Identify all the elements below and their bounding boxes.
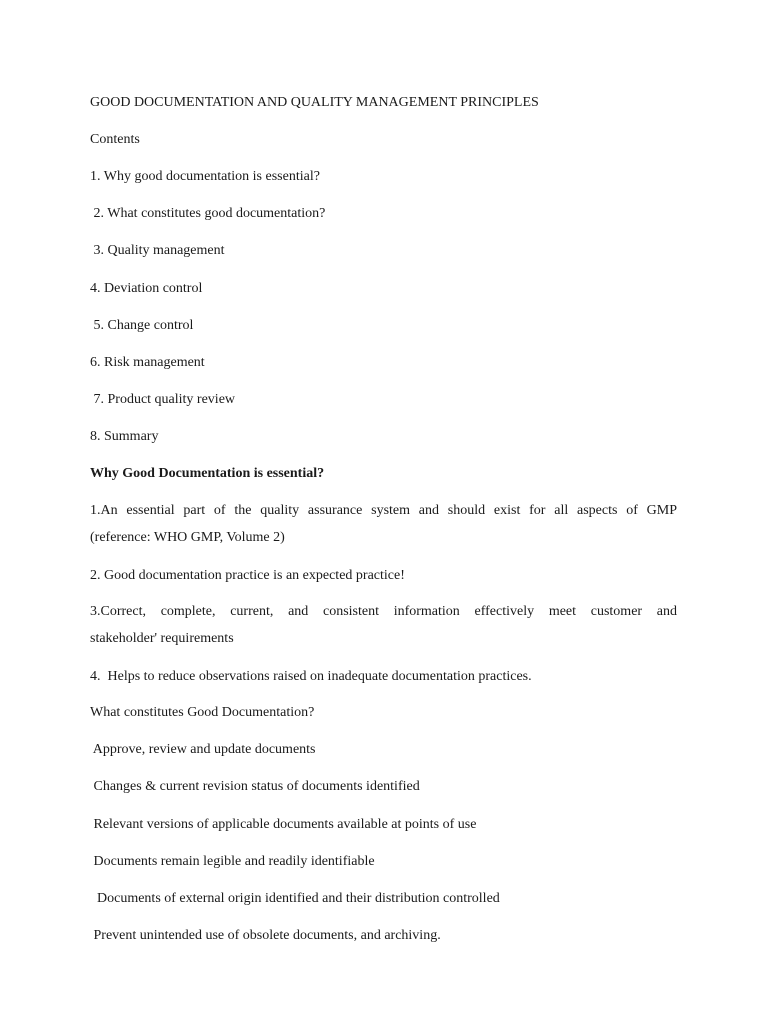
paragraph-line: stakeholder' requirements [90,631,234,646]
paragraph-line: (reference: WHO GMP, Volume 2) [90,530,285,545]
contents-item: 8. Summary [90,429,159,444]
list-item: Documents remain legible and readily identifiable [90,854,375,869]
list-item: Documents of external origin identified and their distribution controlled [90,891,500,906]
paragraph-line: 3.Correct, complete, current, and consistent information effectively meet customer and [90,604,677,619]
contents-item: 6. Risk management [90,355,205,370]
contents-item: 5. Change control [90,318,194,333]
list-item: Changes & current revision status of documents identified [90,779,420,794]
contents-item: 3. Quality management [90,243,225,258]
document-title: GOOD DOCUMENTATION AND QUALITY MANAGEMENT PRINCIPLES [90,95,539,110]
list-item: Relevant versions of applicable documents available at points of use [90,817,477,832]
paragraph-line: 2. Good documentation practice is an expected practice! [90,568,405,583]
contents-item: 4. Deviation control [90,281,203,296]
contents-item: 7. Product quality review [90,392,236,407]
section-heading: Why Good Documentation is essential? [90,466,325,481]
paragraph-line: 4. Helps to reduce observations raised on inadequate documentation practices. [90,669,532,684]
contents-item: 2. What constitutes good documentation? [90,206,326,221]
list-item: Prevent unintended use of obsolete documents, and archiving. [90,928,441,943]
contents-item: 1. Why good documentation is essential? [90,169,320,184]
paragraph-line: 1.An essential part of the quality assurance system and should exist for all aspects of GMP [90,503,677,518]
section-heading: What constitutes Good Documentation? [90,705,315,720]
list-item: Approve, review and update documents [90,742,316,757]
contents-heading: Contents [90,132,140,147]
